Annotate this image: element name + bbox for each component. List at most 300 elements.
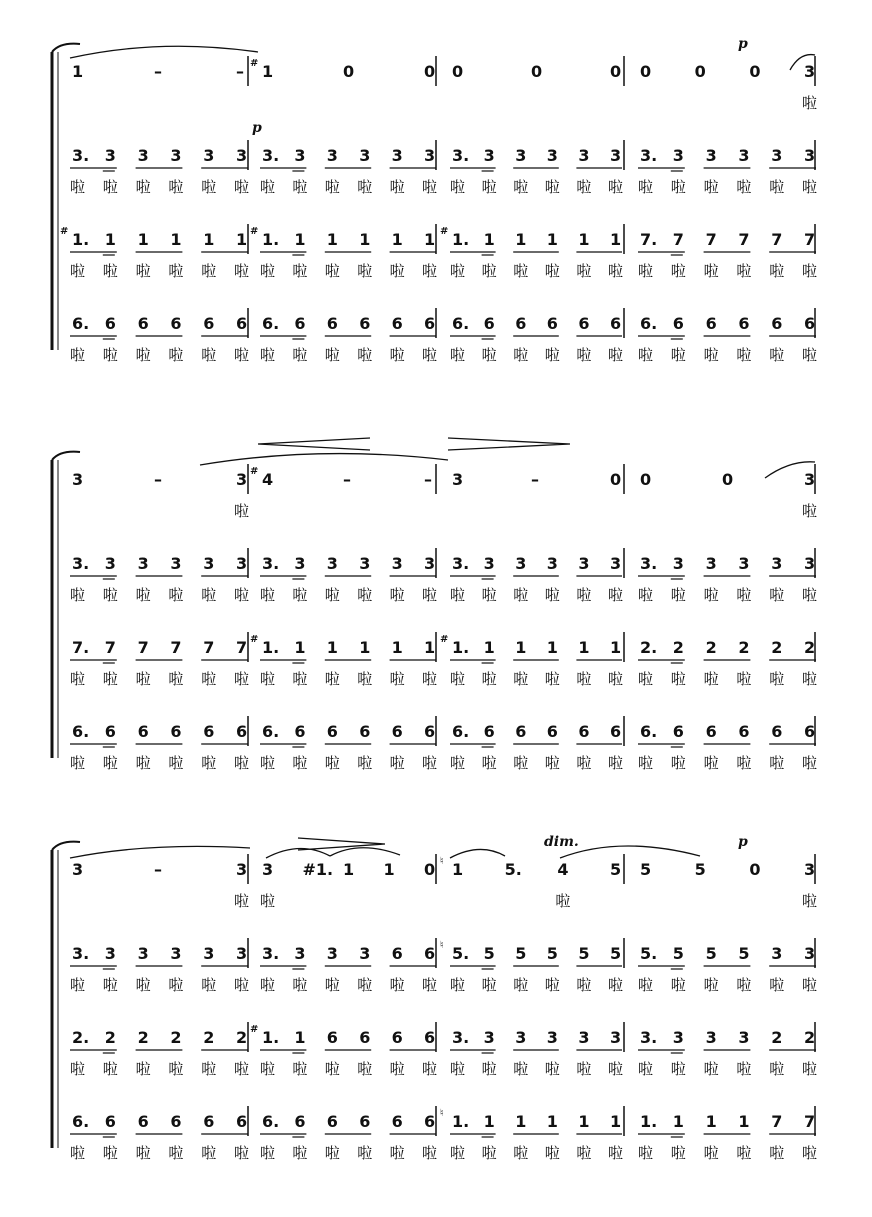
note: 6	[326, 1028, 338, 1047]
note: 6	[705, 722, 717, 741]
note: 3	[104, 944, 116, 963]
lyric: 啦	[450, 346, 466, 364]
lyric: 啦	[324, 346, 340, 364]
lyric: 啦	[638, 586, 654, 604]
note: 6.	[452, 722, 470, 741]
note: 3	[515, 146, 527, 165]
lyric: 啦	[450, 670, 466, 688]
lyric: 啦	[576, 1060, 592, 1078]
lyric: 啦	[736, 178, 752, 196]
note: 1	[515, 638, 527, 657]
note: 6	[672, 314, 684, 333]
lyric: 啦	[703, 754, 719, 772]
note: 6	[359, 1112, 371, 1131]
lyric: 啦	[513, 1144, 529, 1162]
lyric: 啦	[135, 754, 151, 772]
lyric: 啦	[324, 1060, 340, 1078]
note: 3	[137, 944, 149, 963]
note: 3	[452, 470, 464, 489]
lyric: 啦	[70, 1144, 86, 1162]
lyric: 啦	[135, 178, 151, 196]
note: 3	[515, 554, 527, 573]
lyric: 啦	[201, 670, 217, 688]
lyric: 啦	[802, 1144, 818, 1162]
lyric: 啦	[292, 670, 308, 688]
note: 3	[771, 146, 783, 165]
lyric: 啦	[260, 262, 276, 280]
note: 3	[804, 944, 816, 963]
note: 6.	[452, 314, 470, 333]
lyric: 啦	[608, 346, 624, 364]
note: 5.	[504, 860, 522, 879]
dynamic-mark: p	[738, 36, 748, 52]
lyric: 啦	[769, 178, 785, 196]
lyric: 啦	[481, 346, 497, 364]
lyric: 啦	[389, 976, 405, 994]
note: 3	[203, 146, 215, 165]
note: 3.	[72, 554, 90, 573]
lyric: 啦	[576, 670, 592, 688]
tie-slur	[200, 454, 448, 465]
note: 6	[483, 722, 495, 741]
lyric: 啦	[802, 502, 818, 520]
lyric: 啦	[102, 670, 118, 688]
note: 6.	[262, 722, 280, 741]
lyric: 啦	[102, 1144, 118, 1162]
lyric: 啦	[802, 976, 818, 994]
note: 0	[640, 62, 652, 81]
lyric: 啦	[135, 670, 151, 688]
note: 6	[359, 314, 371, 333]
note: 6	[203, 722, 215, 741]
note: 7	[672, 230, 684, 249]
lyric: 啦	[703, 586, 719, 604]
lyric: 啦	[389, 1144, 405, 1162]
lyric: 啦	[608, 586, 624, 604]
lyric: 啦	[670, 262, 686, 280]
note: 3	[294, 944, 306, 963]
note: 6	[738, 314, 750, 333]
note: 3.	[640, 1028, 658, 1047]
accidental: #	[250, 634, 259, 645]
lyric: 啦	[769, 586, 785, 604]
lyric: 啦	[544, 1144, 560, 1162]
lyric: 啦	[608, 1144, 624, 1162]
lyric: 啦	[576, 976, 592, 994]
lyric: 啦	[292, 1144, 308, 1162]
lyric: 啦	[201, 754, 217, 772]
lyric: 啦	[544, 262, 560, 280]
note: 2.	[72, 1028, 90, 1047]
note: 1.	[262, 1028, 280, 1047]
lyric: 啦	[168, 346, 184, 364]
lyric: 啦	[670, 586, 686, 604]
lyric: 啦	[70, 754, 86, 772]
note: 6	[804, 722, 816, 741]
note: 3.	[640, 146, 658, 165]
lyric: 啦	[703, 976, 719, 994]
note: 3	[326, 146, 338, 165]
lyric: 啦	[576, 586, 592, 604]
note: 6.	[262, 314, 280, 333]
note: 3	[578, 146, 590, 165]
note: 1	[578, 638, 590, 657]
note: 1	[578, 1112, 590, 1131]
lyric: 啦	[703, 1144, 719, 1162]
lyric: 啦	[260, 754, 276, 772]
lyric: 啦	[389, 754, 405, 772]
note: 3	[738, 1028, 750, 1047]
lyric: 啦	[292, 346, 308, 364]
note: 6	[170, 1112, 182, 1131]
lyric: 啦	[450, 1060, 466, 1078]
note: 3.	[452, 554, 470, 573]
lyric: 啦	[422, 346, 438, 364]
lyric: 啦	[769, 976, 785, 994]
lyric: 啦	[357, 1144, 373, 1162]
note: 3	[672, 554, 684, 573]
lyric: 啦	[260, 1060, 276, 1078]
note: 2	[104, 1028, 116, 1047]
note: 3	[203, 944, 215, 963]
lyric: 啦	[357, 754, 373, 772]
lyric: 啦	[638, 1144, 654, 1162]
lyric: 啦	[513, 178, 529, 196]
lyric: 啦	[201, 1060, 217, 1078]
accidental: #	[250, 1024, 259, 1035]
note: 3	[326, 944, 338, 963]
lyric: 啦	[168, 1060, 184, 1078]
lyric: 啦	[481, 262, 497, 280]
lyric: 啦	[234, 1060, 250, 1078]
note: 7	[236, 638, 248, 657]
lyric: 啦	[234, 670, 250, 688]
lyric: 啦	[260, 346, 276, 364]
lyric: 啦	[802, 892, 818, 910]
note: 6	[203, 314, 215, 333]
lyric: 啦	[670, 670, 686, 688]
lyric: 啦	[422, 262, 438, 280]
lyric: 啦	[292, 1060, 308, 1078]
note: 1	[546, 638, 558, 657]
lyric: 啦	[544, 178, 560, 196]
hairpin-cresc	[258, 438, 370, 450]
note: 3	[771, 554, 783, 573]
note: 2	[236, 1028, 248, 1047]
note: 1	[294, 1028, 306, 1047]
lyric: 啦	[324, 670, 340, 688]
note: 1	[610, 1112, 622, 1131]
note: 2	[804, 1028, 816, 1047]
note: 3.	[262, 944, 280, 963]
note: 3.	[262, 146, 280, 165]
note: 3	[771, 944, 783, 963]
note: 3	[170, 554, 182, 573]
note: 1	[170, 230, 182, 249]
note: 3.	[72, 146, 90, 165]
note: 1	[137, 230, 149, 249]
note: 1	[391, 638, 403, 657]
note: 3	[391, 146, 403, 165]
lyric: 啦	[769, 754, 785, 772]
note: 1	[546, 1112, 558, 1131]
lyric: 啦	[324, 754, 340, 772]
lyric: 啦	[422, 1144, 438, 1162]
lyric: 啦	[802, 178, 818, 196]
lyric: 啦	[234, 754, 250, 772]
lyric: 啦	[576, 262, 592, 280]
note: 1	[672, 1112, 684, 1131]
accidental: #	[250, 58, 259, 69]
lyric: 啦	[292, 976, 308, 994]
note: 3	[294, 146, 306, 165]
note: 3	[738, 554, 750, 573]
accidental: ♮	[440, 940, 444, 951]
note: 7.	[72, 638, 90, 657]
lyric: 啦	[670, 1060, 686, 1078]
note: 6	[236, 722, 248, 741]
lyric: 啦	[70, 670, 86, 688]
note: 3	[804, 470, 816, 489]
note: 1	[483, 1112, 495, 1131]
note: 7	[104, 638, 116, 657]
lyric: 啦	[555, 892, 571, 910]
lyric: 啦	[544, 586, 560, 604]
note: 5	[738, 944, 750, 963]
note: 3	[672, 1028, 684, 1047]
tie-slur	[70, 846, 250, 858]
lyric: 啦	[324, 178, 340, 196]
note: 6	[391, 314, 403, 333]
lyric: 啦	[802, 754, 818, 772]
note: #1.	[302, 860, 334, 879]
lyric: 啦	[70, 1060, 86, 1078]
note: 3	[546, 146, 558, 165]
lyric: 啦	[292, 178, 308, 196]
note: 3	[104, 554, 116, 573]
accidental: #	[250, 466, 259, 477]
lyric: 啦	[102, 346, 118, 364]
lyric: 啦	[260, 892, 276, 910]
note: 3	[610, 1028, 622, 1047]
lyric: 啦	[481, 178, 497, 196]
lyric: 啦	[703, 262, 719, 280]
note: 2	[771, 638, 783, 657]
note: 1.	[262, 638, 280, 657]
lyric: 啦	[670, 754, 686, 772]
lyric: 啦	[608, 178, 624, 196]
lyric: 啦	[670, 346, 686, 364]
note: 1	[391, 230, 403, 249]
lyric: 啦	[234, 262, 250, 280]
lyric: 啦	[576, 1144, 592, 1162]
note: 3	[705, 554, 717, 573]
note: 2	[170, 1028, 182, 1047]
note: 3	[672, 146, 684, 165]
lyric: 啦	[260, 178, 276, 196]
note: 7	[771, 1112, 783, 1131]
note: 6.	[72, 1112, 90, 1131]
note: 3	[170, 944, 182, 963]
lyric: 啦	[802, 670, 818, 688]
note: 3	[804, 860, 816, 879]
note: 6	[137, 722, 149, 741]
note: 2	[705, 638, 717, 657]
lyric: 啦	[201, 586, 217, 604]
note: 1.	[452, 230, 470, 249]
note: 1.	[72, 230, 90, 249]
note: –	[424, 470, 432, 489]
note: 1	[424, 638, 436, 657]
note: 3	[804, 146, 816, 165]
hairpin-dim	[448, 438, 570, 450]
lyric: 啦	[234, 976, 250, 994]
note: 1	[326, 638, 338, 657]
lyric: 啦	[513, 1060, 529, 1078]
note: 5	[515, 944, 527, 963]
note: 7	[804, 230, 816, 249]
lyric: 啦	[513, 670, 529, 688]
note: 4	[557, 860, 569, 879]
note: 0	[531, 62, 543, 81]
note: 3	[137, 146, 149, 165]
note: 6	[771, 314, 783, 333]
lyric: 啦	[135, 976, 151, 994]
lyric: 啦	[357, 178, 373, 196]
note: 1	[326, 230, 338, 249]
note: 6.	[72, 314, 90, 333]
note: 1	[610, 638, 622, 657]
note: 6	[236, 314, 248, 333]
lyric: 啦	[292, 754, 308, 772]
note: 3	[705, 146, 717, 165]
lyric: 啦	[422, 586, 438, 604]
lyric: 啦	[450, 976, 466, 994]
note: 1.	[640, 1112, 658, 1131]
lyric: 啦	[608, 976, 624, 994]
lyric: 啦	[201, 976, 217, 994]
note: 3	[483, 554, 495, 573]
lyric: 啦	[450, 754, 466, 772]
lyric: 啦	[70, 178, 86, 196]
note: 6	[705, 314, 717, 333]
note: 0	[694, 62, 706, 81]
lyric: 啦	[638, 670, 654, 688]
lyric: 啦	[802, 262, 818, 280]
lyric: 啦	[769, 1144, 785, 1162]
note: 5.	[640, 944, 658, 963]
note: –	[154, 62, 162, 81]
note: 3	[483, 1028, 495, 1047]
note: 1	[483, 230, 495, 249]
note: 7	[771, 230, 783, 249]
note: 3	[326, 554, 338, 573]
note: 6	[515, 314, 527, 333]
lyric: 啦	[260, 586, 276, 604]
note: 5	[610, 860, 622, 879]
lyric: 啦	[769, 670, 785, 688]
note: 6	[236, 1112, 248, 1131]
accidental: #	[440, 226, 449, 237]
note: 5	[578, 944, 590, 963]
note: 1	[294, 230, 306, 249]
note: 6.	[72, 722, 90, 741]
note: 0	[424, 860, 436, 879]
note: 6	[672, 722, 684, 741]
lyric: 啦	[135, 1060, 151, 1078]
note: 1	[262, 62, 274, 81]
lyric: 啦	[703, 1060, 719, 1078]
note: 6	[104, 314, 116, 333]
note: 3	[391, 554, 403, 573]
note: 6	[424, 1112, 436, 1131]
note: 6	[515, 722, 527, 741]
note: 3	[804, 62, 816, 81]
bracket-curl	[52, 44, 80, 52]
note: 3	[137, 554, 149, 573]
note: 6	[203, 1112, 215, 1131]
note: 5	[705, 944, 717, 963]
note: 6	[326, 1112, 338, 1131]
note: 1	[72, 62, 84, 81]
lyric: 啦	[638, 262, 654, 280]
note: 6	[170, 314, 182, 333]
lyric: 啦	[802, 346, 818, 364]
lyric: 啦	[608, 1060, 624, 1078]
lyric: 啦	[736, 262, 752, 280]
note: 1	[705, 1112, 717, 1131]
lyric: 啦	[70, 586, 86, 604]
note: 6	[424, 314, 436, 333]
note: 0	[424, 62, 436, 81]
note: 3	[359, 146, 371, 165]
lyric: 啦	[481, 1060, 497, 1078]
note: 2	[137, 1028, 149, 1047]
note: 3	[104, 146, 116, 165]
lyric: 啦	[513, 262, 529, 280]
lyric: 啦	[608, 262, 624, 280]
note: 0	[343, 62, 355, 81]
lyric: 啦	[769, 346, 785, 364]
lyric: 啦	[513, 976, 529, 994]
note: 6	[294, 1112, 306, 1131]
lyric: 啦	[608, 670, 624, 688]
lyric: 啦	[703, 346, 719, 364]
lyric: 啦	[168, 754, 184, 772]
note: 1.	[452, 1112, 470, 1131]
note: 3.	[640, 554, 658, 573]
note: 3	[236, 944, 248, 963]
note: 6	[359, 1028, 371, 1047]
lyric: 啦	[260, 670, 276, 688]
lyric: 啦	[234, 502, 250, 520]
note: 6	[610, 722, 622, 741]
note: 3	[515, 1028, 527, 1047]
note: 6	[738, 722, 750, 741]
note: –	[154, 470, 162, 489]
note: 3	[738, 146, 750, 165]
lyric: 啦	[736, 586, 752, 604]
note: 6	[578, 314, 590, 333]
note: 1	[294, 638, 306, 657]
note: 6	[804, 314, 816, 333]
note: 6	[294, 314, 306, 333]
note: 3	[483, 146, 495, 165]
lyric: 啦	[638, 178, 654, 196]
note: 6	[391, 722, 403, 741]
lyric: 啦	[736, 1144, 752, 1162]
note: 0	[610, 62, 622, 81]
